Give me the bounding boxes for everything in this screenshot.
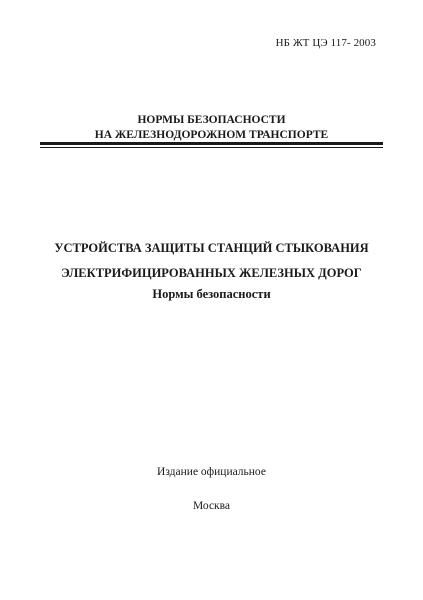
document-code: НБ ЖТ ЦЭ 117- 2003: [275, 37, 376, 49]
header-rule-thin: [40, 147, 383, 148]
title-line-2: ЭЛЕКТРИФИЦИРОВАННЫХ ЖЕЛЕЗНЫХ ДОРОГ: [61, 266, 362, 280]
document-subtitle: Нормы безопасности: [152, 287, 271, 301]
title-line-1: УСТРОЙСТВА ЗАЩИТЫ СТАНЦИЙ СТЫКОВАНИЯ: [54, 241, 369, 255]
document-header: [0, 113, 423, 143]
header-rule-thick: [40, 142, 383, 145]
edition-label: Издание официальное: [157, 466, 266, 478]
publication-city: Москва: [192, 500, 231, 512]
document-title: [0, 236, 423, 286]
header-line-1: НОРМЫ БЕЗОПАСНОСТИ: [137, 114, 286, 126]
header-line-2: НА ЖЕЛЕЗНОДОРОЖНОМ ТРАНСПОРТЕ: [94, 129, 329, 141]
